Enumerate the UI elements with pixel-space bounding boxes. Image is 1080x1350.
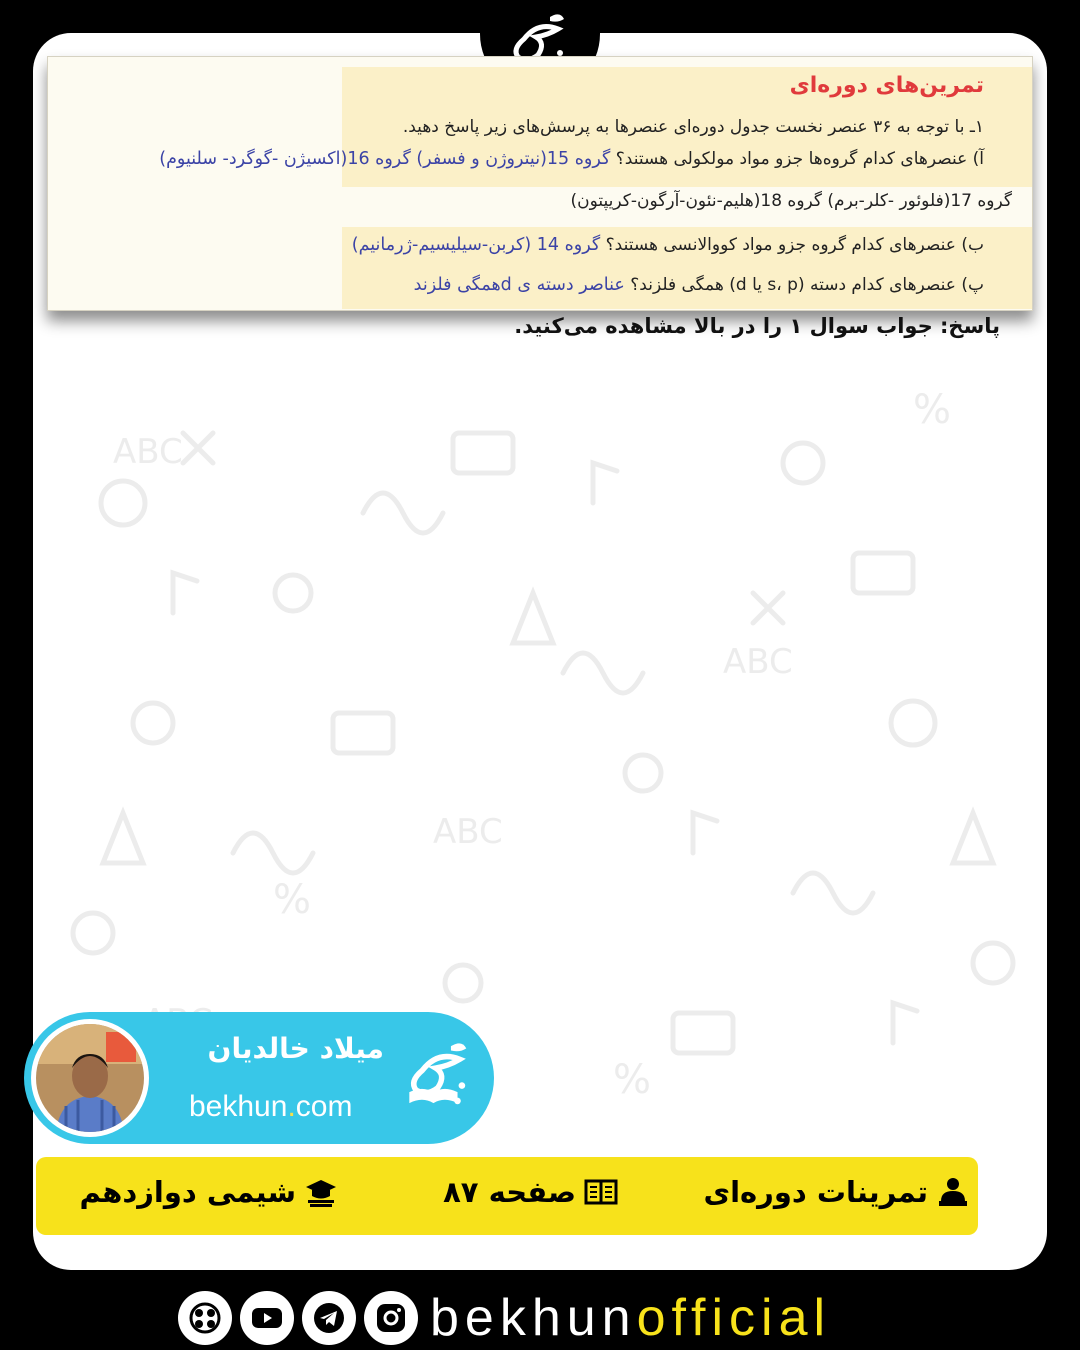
- telegram-icon[interactable]: [302, 1291, 356, 1345]
- aparat-icon[interactable]: [178, 1291, 232, 1345]
- graduation-cap-icon: [304, 1175, 338, 1209]
- teacher-badge: [24, 1012, 494, 1144]
- excerpt-title: تمرین‌های دوره‌ای: [789, 73, 984, 98]
- handle-part-2: official: [636, 1289, 832, 1347]
- instagram-icon[interactable]: [364, 1291, 418, 1345]
- part-b-line: [352, 235, 984, 255]
- course-item: [79, 1175, 338, 1209]
- part-b-answer: گروه 14 (کربن-سیلیسیم-ژرمانیم): [351, 235, 601, 255]
- topic-label: تمرینات دوره‌ای: [703, 1175, 928, 1209]
- part-a-answer-1: گروه 15(نیتروژن و فسفر) گروه 16(اکسیژن -گوگرد- سلنیوم): [159, 149, 611, 169]
- svg-text:ABC: ABC: [433, 812, 503, 852]
- part-a-line: [159, 149, 984, 169]
- part-p-answer: عناصر دسته ی dهمگی فلزند: [413, 275, 625, 295]
- svg-text:ABC: ABC: [723, 642, 793, 682]
- course-label: شیمی دوازدهم: [79, 1175, 296, 1209]
- page-item: [443, 1175, 618, 1209]
- bekhun-logo-icon: [394, 1034, 486, 1124]
- social-handle[interactable]: [430, 1288, 831, 1348]
- site-tld: com: [295, 1090, 353, 1123]
- part-p-question: پ) عنصرهای کدام دسته (s، p یا d) همگی فلزند؟: [630, 275, 984, 295]
- teacher-photo: [36, 1024, 144, 1132]
- svg-text:ABC: ABC: [113, 432, 183, 472]
- part-p-line: [414, 275, 984, 295]
- svg-text:%: %: [613, 1057, 652, 1103]
- answer-text: پاسخ: جواب سوال ۱ را در بالا مشاهده می‌کنید.: [514, 314, 1000, 338]
- youtube-icon[interactable]: [240, 1291, 294, 1345]
- site-dot: .: [287, 1090, 296, 1123]
- social-icons: [178, 1290, 418, 1346]
- lesson-info-bar: [36, 1157, 978, 1235]
- question-1: ۱ـ با توجه به ۳۶ عنصر نخست جدول دوره‌ای عنصرها به پرسش‌های زیر پاسخ دهید.: [402, 117, 984, 137]
- page-label: صفحه ۸۷: [443, 1175, 576, 1209]
- site-main: bekhun: [189, 1090, 288, 1123]
- svg-text:%: %: [273, 877, 312, 923]
- part-a-question: آ) عنصرهای کدام گروه‌ها جزو مواد مولکولی هستند؟: [615, 149, 984, 169]
- textbook-excerpt: [47, 56, 1033, 311]
- teacher-avatar: [31, 1019, 149, 1137]
- topic-item: [704, 1175, 970, 1209]
- book-icon: [584, 1175, 618, 1209]
- part-b-question: ب) عنصرهای کدام گروه جزو مواد کووالانسی هستند؟: [605, 235, 984, 255]
- teacher-icon: [936, 1175, 970, 1209]
- teacher-name: میلاد خالدیان: [207, 1032, 384, 1065]
- handle-part-1: bekhun: [430, 1289, 637, 1347]
- part-a-answer-2: گروه 17(فلوئور -کلر-برم) گروه 18(هلیم-نئون-آرگون-کریپتون): [570, 191, 1012, 211]
- teacher-website[interactable]: [189, 1090, 352, 1124]
- svg-text:%: %: [913, 387, 952, 433]
